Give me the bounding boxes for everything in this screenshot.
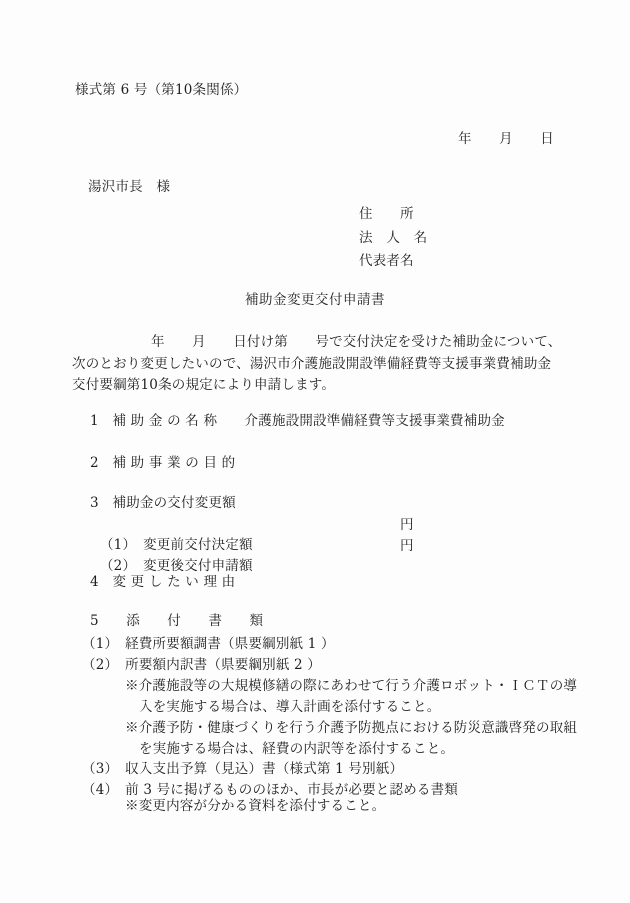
attachment-4-note: ※変更内容が分かる資料を添付すること。 bbox=[125, 798, 386, 814]
attachment-3: （3） 収入支出予算（見込）書（様式第 1 号別紙） bbox=[82, 761, 404, 777]
opening-paragraph-line-1: 年 月 日付け第 号で交付決定を受けた補助金について、 bbox=[151, 334, 562, 350]
attachment-2-note-1-line-1: ※介護施設等の大規模修繕の際にあわせて行う介護ロボット・ＩＣＴの導 bbox=[125, 678, 578, 694]
amount-row-after-change-label: （2） 変更後交付申請額 bbox=[99, 557, 253, 574]
date-line: 年 月 日 bbox=[458, 131, 554, 147]
yen-unit-before: 円 bbox=[400, 517, 414, 533]
attachment-2-note-1-line-2: 入を実施する場合は、導入計画を添付すること。 bbox=[139, 699, 441, 715]
section-1-subsidy-name: 1 補 助 金 の 名 称 介護施設開設準備経費等支援事業費補助金 bbox=[90, 413, 505, 429]
corporate-name-label: 法 人 名 bbox=[359, 230, 428, 246]
opening-paragraph-line-2: 次のとおり変更したいので、湯沢市介護施設開設準備経費等支援事業費補助金 bbox=[72, 356, 552, 372]
form-number: 様式第 6 号（第10条関係） bbox=[75, 82, 248, 98]
representative-label: 代表者名 bbox=[359, 253, 414, 269]
addressee: 湯沢市長 様 bbox=[88, 179, 171, 195]
section-4-change-reason: 4 変 更 し た い 理 由 bbox=[90, 574, 236, 590]
opening-paragraph-line-3: 交付要綱第10条の規定により申請します。 bbox=[72, 377, 336, 393]
attachment-2: （2） 所要額内訳書（県要綱別紙 2 ） bbox=[82, 657, 322, 673]
section-5-attachments-heading: 5 添 付 書 類 bbox=[90, 613, 264, 629]
attachment-2-note-2-line-2: を実施する場合は、経費の内訳等を添付すること。 bbox=[139, 741, 455, 757]
attachment-2-note-2-line-1: ※介護予防・健康づくりを行う介護予防拠点における防災意識啓発の取組 bbox=[125, 720, 578, 736]
attachment-1: （1） 経費所要額調書（県要綱別紙 1 ） bbox=[82, 636, 335, 652]
attachment-4: （4） 前 3 号に掲げるもののほか、市長が必要と認める書類 bbox=[82, 782, 459, 798]
yen-unit-after: 円 bbox=[400, 538, 414, 554]
section-2-project-purpose: 2 補 助 事 業 の 目 的 bbox=[90, 455, 236, 471]
amount-row-before-change-label: （1） 変更前交付決定額 bbox=[99, 536, 253, 553]
document-title: 補助金変更交付申請書 bbox=[245, 292, 385, 308]
section-3-change-amount-heading: 3 補助金の交付変更額 bbox=[90, 495, 236, 511]
address-label: 住 所 bbox=[359, 206, 414, 222]
